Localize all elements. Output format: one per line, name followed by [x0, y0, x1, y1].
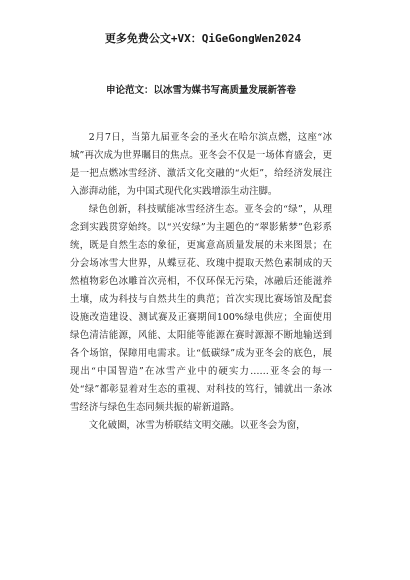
document-body	[70, 129, 332, 435]
document-title: 申论范文：以冰雪为媒书写高质量发展新答卷	[105, 85, 296, 96]
body-paragraph: 2月7日，当第九届亚冬会的圣火在哈尔滨点燃，这座“冰城”再次成为世界瞩目的焦点。亚冬会不仅是一场体育盛会，更是一把点燃冰雪经济、激活文化交融的“火炬”，给经济发展注入澎湃动能，为中国式现代化实践增添生动注脚。	[70, 132, 332, 197]
promo-header: 更多免费公文+VX：QiGeGongWen2024	[104, 32, 302, 45]
body-paragraph: 文化破圈，冰雪为桥联结文明交融。以亚冬会为窗，	[88, 420, 306, 431]
body-paragraph: 绿色创新，科技赋能冰雪经济生态。亚冬会的“绿”，从理念到实践贯穿始终。以“兴安绿”为主题色的“翠影紫梦”色彩系统，既是自然生态的象征，更寓意高质量发展的未来图景；在分会场冰雪大世界，从蝶豆花、玫瑰中提取天然色素制成的天然植物彩色冰雕首次亮相，不仅环保无污染，冰融后还能滋养土壤，成为科技与自然共生的典范；首次实现比赛场馆及配套设施改造建设、测试赛及正赛期间100%绿电供应；全面使用绿色清洁能源，风能、太阳能等能源在赛时源源不断地输送到各个场馆，保障用电需求。让“低碳绿”成为亚冬会的底色，展现出“中国智造”在冰雪产业中的硬实力……亚冬会的每一处“绿”都彰显着对生态的重视、对科技的笃行，铺就出一条冰雪经济与绿色生态同频共振的崭新道路。	[70, 204, 332, 413]
